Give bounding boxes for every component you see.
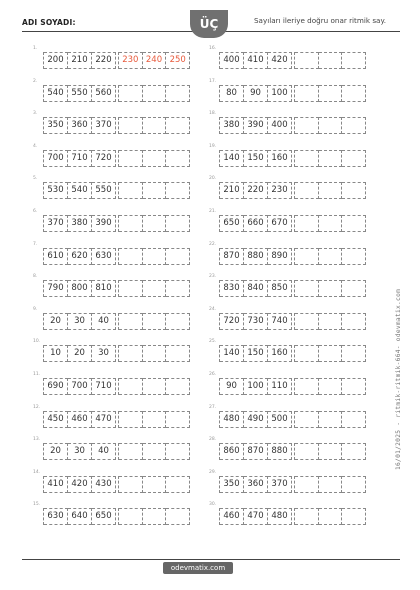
number-box: 850 <box>268 280 292 297</box>
given-numbers-group <box>219 150 294 167</box>
answer-box[interactable] <box>295 85 319 102</box>
answer-boxes-group <box>294 52 366 69</box>
answer-box[interactable] <box>295 508 319 525</box>
given-numbers-group <box>219 345 294 362</box>
answer-box[interactable] <box>143 150 167 167</box>
number-box: 30 <box>68 313 92 330</box>
number-box: 710 <box>68 150 92 167</box>
answer-boxes-group <box>118 508 190 525</box>
instruction-text: Sayıları ileriye doğru onar ritmik say. <box>254 16 386 25</box>
number-box: 40 <box>92 313 116 330</box>
given-numbers-group <box>43 345 118 362</box>
answer-boxes-group <box>118 150 190 167</box>
answer-box[interactable] <box>319 150 343 167</box>
answer-box[interactable]: 250 <box>166 52 190 69</box>
answer-box[interactable] <box>342 476 366 493</box>
answer-box[interactable] <box>295 248 319 265</box>
number-box: 30 <box>68 443 92 460</box>
given-numbers-group <box>43 248 118 265</box>
number-box: 880 <box>268 443 292 460</box>
number-box: 560 <box>92 85 116 102</box>
number-box: 210 <box>220 182 244 199</box>
number-box: 450 <box>44 411 68 428</box>
number-box: 370 <box>268 476 292 493</box>
answer-boxes-group <box>294 443 366 460</box>
number-box: 20 <box>44 443 68 460</box>
number-box: 470 <box>92 411 116 428</box>
answer-boxes-group <box>118 248 190 265</box>
number-box: 480 <box>268 508 292 525</box>
number-box: 360 <box>244 476 268 493</box>
answer-box[interactable] <box>119 411 143 428</box>
number-box: 350 <box>44 117 68 134</box>
answer-box[interactable] <box>319 378 343 395</box>
exercise-number: 29. <box>209 469 217 475</box>
given-numbers-group <box>43 150 118 167</box>
answer-boxes-group <box>118 182 190 199</box>
number-box: 700 <box>68 378 92 395</box>
number-box: 100 <box>268 85 292 102</box>
answer-box[interactable] <box>119 378 143 395</box>
number-box: 740 <box>268 313 292 330</box>
worksheet-title: ÜÇ <box>190 10 228 38</box>
given-numbers-group <box>219 85 294 102</box>
number-box: 550 <box>92 182 116 199</box>
exercise-number: 8. <box>33 274 38 280</box>
number-box: 550 <box>68 85 92 102</box>
answer-boxes-group <box>294 85 366 102</box>
number-box: 720 <box>92 150 116 167</box>
exercise-number: 20. <box>209 176 217 182</box>
answer-boxes-group <box>118 215 190 232</box>
answer-box[interactable] <box>119 117 143 134</box>
answer-box[interactable] <box>119 345 143 362</box>
answer-boxes-group <box>294 117 366 134</box>
number-box: 400 <box>220 52 244 69</box>
exercise-number: 13. <box>33 437 41 443</box>
number-box: 380 <box>68 215 92 232</box>
answer-boxes-group <box>294 476 366 493</box>
number-box: 370 <box>92 117 116 134</box>
answer-boxes-group <box>118 345 190 362</box>
number-box: 540 <box>68 182 92 199</box>
number-box: 140 <box>220 150 244 167</box>
answer-box[interactable] <box>143 378 167 395</box>
number-box: 890 <box>268 248 292 265</box>
answer-box[interactable] <box>342 248 366 265</box>
number-box: 460 <box>68 411 92 428</box>
answer-box[interactable] <box>143 215 167 232</box>
number-box: 220 <box>92 52 116 69</box>
number-box: 140 <box>220 345 244 362</box>
number-box: 220 <box>244 182 268 199</box>
number-box: 640 <box>68 508 92 525</box>
number-box: 470 <box>244 508 268 525</box>
answer-boxes-group <box>118 280 190 297</box>
given-numbers-group <box>219 378 294 395</box>
answer-box[interactable] <box>166 117 190 134</box>
number-box: 230 <box>268 182 292 199</box>
answer-boxes-group <box>294 508 366 525</box>
footer-site-badge: odevmatix.com <box>163 562 233 574</box>
exercise-number: 19. <box>209 143 217 149</box>
answer-box[interactable] <box>143 85 167 102</box>
answer-box[interactable] <box>166 443 190 460</box>
number-box: 30 <box>92 345 116 362</box>
given-numbers-group <box>219 443 294 460</box>
number-box: 650 <box>220 215 244 232</box>
answer-box[interactable]: 230 <box>119 52 143 69</box>
exercise-number: 27. <box>209 404 217 410</box>
number-box: 530 <box>44 182 68 199</box>
number-box: 730 <box>244 313 268 330</box>
exercise-number: 18. <box>209 111 217 117</box>
number-box: 110 <box>268 378 292 395</box>
number-box: 200 <box>44 52 68 69</box>
exercise-number: 26. <box>209 372 217 377</box>
answer-box[interactable] <box>342 411 366 428</box>
number-box: 480 <box>220 411 244 428</box>
number-box: 410 <box>244 52 268 69</box>
number-box: 10 <box>44 345 68 362</box>
exercise-number: 5. <box>33 176 38 182</box>
exercise-number: 12. <box>33 404 41 410</box>
exercise-number: 3. <box>33 111 38 117</box>
answer-box[interactable] <box>119 476 143 493</box>
number-box: 80 <box>220 85 244 102</box>
answer-boxes-group <box>294 313 366 330</box>
answer-boxes-group <box>294 345 366 362</box>
number-box: 710 <box>92 378 116 395</box>
answer-box[interactable] <box>342 52 366 69</box>
answer-box[interactable] <box>319 443 343 460</box>
answer-box[interactable] <box>166 280 190 297</box>
answer-box[interactable] <box>119 248 143 265</box>
number-box: 630 <box>44 508 68 525</box>
side-watermark-text: 16/01/2025 - ritmik-ritmik-664- odevmatix.com <box>395 288 402 470</box>
answer-box[interactable] <box>166 476 190 493</box>
worksheet-header <box>22 10 400 36</box>
answer-box[interactable] <box>119 280 143 297</box>
answer-box[interactable] <box>119 443 143 460</box>
answer-box[interactable] <box>295 150 319 167</box>
answer-box[interactable] <box>295 476 319 493</box>
answer-box[interactable] <box>319 117 343 134</box>
given-numbers-group <box>219 182 294 199</box>
answer-boxes-group <box>294 182 366 199</box>
answer-boxes-group <box>294 248 366 265</box>
answer-box[interactable] <box>319 345 343 362</box>
answer-boxes-group <box>118 52 190 69</box>
given-numbers-group <box>219 117 294 134</box>
number-box: 90 <box>244 85 268 102</box>
answer-box[interactable] <box>342 182 366 199</box>
answer-box[interactable] <box>295 443 319 460</box>
answer-box[interactable] <box>119 182 143 199</box>
answer-box[interactable] <box>166 313 190 330</box>
answer-box[interactable] <box>295 52 319 69</box>
answer-box[interactable] <box>119 215 143 232</box>
answer-box[interactable] <box>319 280 343 297</box>
number-box: 540 <box>44 85 68 102</box>
answer-box[interactable] <box>166 182 190 199</box>
footer-rule <box>22 559 400 560</box>
number-box: 670 <box>268 215 292 232</box>
number-box: 420 <box>68 476 92 493</box>
given-numbers-group <box>43 443 118 460</box>
answer-box[interactable] <box>143 313 167 330</box>
number-box: 700 <box>44 150 68 167</box>
given-numbers-group <box>219 411 294 428</box>
answer-box[interactable] <box>319 248 343 265</box>
answer-boxes-group <box>118 476 190 493</box>
answer-boxes-group <box>118 313 190 330</box>
answer-box[interactable] <box>166 378 190 395</box>
answer-box[interactable] <box>319 508 343 525</box>
answer-box[interactable] <box>166 85 190 102</box>
answer-box[interactable] <box>342 117 366 134</box>
exercise-number: 2. <box>33 78 38 84</box>
given-numbers-group <box>43 52 118 69</box>
answer-box[interactable] <box>119 508 143 525</box>
exercise-number: 9. <box>33 306 38 312</box>
answer-box[interactable] <box>119 85 143 102</box>
number-box: 90 <box>220 378 244 395</box>
answer-box[interactable] <box>166 248 190 265</box>
answer-box[interactable] <box>342 280 366 297</box>
answer-box[interactable] <box>295 345 319 362</box>
exercise-number: 7. <box>33 241 38 247</box>
name-label: ADI SOYADI: <box>22 18 76 27</box>
answer-box[interactable] <box>295 411 319 428</box>
number-box: 490 <box>244 411 268 428</box>
answer-box[interactable]: 240 <box>143 52 167 69</box>
answer-box[interactable] <box>166 411 190 428</box>
answer-box[interactable] <box>119 150 143 167</box>
given-numbers-group <box>43 280 118 297</box>
answer-box[interactable] <box>143 280 167 297</box>
number-box: 410 <box>44 476 68 493</box>
number-box: 620 <box>68 248 92 265</box>
number-box: 360 <box>68 117 92 134</box>
number-box: 880 <box>244 248 268 265</box>
answer-box[interactable] <box>166 345 190 362</box>
exercise-number: 22. <box>209 241 217 247</box>
answer-box[interactable] <box>342 215 366 232</box>
given-numbers-group <box>43 182 118 199</box>
answer-box[interactable] <box>143 476 167 493</box>
answer-box[interactable] <box>319 52 343 69</box>
exercise-number: 30. <box>209 502 217 508</box>
answer-box[interactable] <box>342 508 366 525</box>
answer-box[interactable] <box>319 313 343 330</box>
number-box: 20 <box>68 345 92 362</box>
given-numbers-group <box>219 215 294 232</box>
answer-box[interactable] <box>143 248 167 265</box>
number-box: 160 <box>268 345 292 362</box>
exercise-number: 25. <box>209 339 217 345</box>
number-box: 20 <box>44 313 68 330</box>
answer-box[interactable] <box>143 411 167 428</box>
number-box: 390 <box>244 117 268 134</box>
number-box: 40 <box>92 443 116 460</box>
number-box: 650 <box>92 508 116 525</box>
number-box: 210 <box>68 52 92 69</box>
answer-box[interactable] <box>295 313 319 330</box>
given-numbers-group <box>219 248 294 265</box>
answer-box[interactable] <box>342 345 366 362</box>
number-box: 400 <box>268 117 292 134</box>
given-numbers-group <box>219 313 294 330</box>
exercise-number: 17. <box>209 78 217 84</box>
answer-boxes-group <box>118 411 190 428</box>
number-box: 830 <box>220 280 244 297</box>
answer-box[interactable] <box>342 150 366 167</box>
exercise-number: 23. <box>209 274 217 280</box>
answer-boxes-group <box>294 378 366 395</box>
exercise-number: 16. <box>209 46 217 51</box>
number-box: 150 <box>244 345 268 362</box>
number-box: 860 <box>220 443 244 460</box>
number-box: 390 <box>92 215 116 232</box>
exercise-number: 28. <box>209 437 217 443</box>
answer-box[interactable] <box>166 508 190 525</box>
answer-box[interactable] <box>166 215 190 232</box>
side-watermark <box>393 180 405 470</box>
answer-box[interactable] <box>319 411 343 428</box>
given-numbers-group <box>43 411 118 428</box>
exercise-number: 1. <box>33 46 38 51</box>
given-numbers-group <box>43 117 118 134</box>
answer-boxes-group <box>294 280 366 297</box>
number-box: 430 <box>92 476 116 493</box>
number-box: 720 <box>220 313 244 330</box>
number-box: 160 <box>268 150 292 167</box>
number-box: 870 <box>220 248 244 265</box>
answer-box[interactable] <box>143 345 167 362</box>
exercise-number: 6. <box>33 209 38 214</box>
answer-box[interactable] <box>319 215 343 232</box>
exercise-number: 11. <box>33 372 41 377</box>
number-box: 610 <box>44 248 68 265</box>
number-box: 630 <box>92 248 116 265</box>
given-numbers-group <box>43 313 118 330</box>
number-box: 790 <box>44 280 68 297</box>
answer-box[interactable] <box>143 182 167 199</box>
given-numbers-group <box>219 508 294 525</box>
number-box: 500 <box>268 411 292 428</box>
given-numbers-group <box>43 215 118 232</box>
answer-boxes-group <box>118 378 190 395</box>
answer-box[interactable] <box>295 182 319 199</box>
answer-box[interactable] <box>166 150 190 167</box>
answer-box[interactable] <box>342 378 366 395</box>
number-box: 660 <box>244 215 268 232</box>
given-numbers-group <box>43 508 118 525</box>
answer-box[interactable] <box>295 378 319 395</box>
number-box: 690 <box>44 378 68 395</box>
exercise-number: 10. <box>33 339 41 345</box>
answer-box[interactable] <box>295 280 319 297</box>
number-box: 800 <box>68 280 92 297</box>
answer-box[interactable] <box>319 476 343 493</box>
answer-boxes-group <box>118 443 190 460</box>
answer-box[interactable] <box>319 182 343 199</box>
answer-boxes-group <box>118 85 190 102</box>
answer-box[interactable] <box>342 85 366 102</box>
given-numbers-group <box>43 85 118 102</box>
answer-box[interactable] <box>342 313 366 330</box>
given-numbers-group <box>43 476 118 493</box>
answer-box[interactable] <box>119 313 143 330</box>
exercise-number: 4. <box>33 143 38 149</box>
number-box: 810 <box>92 280 116 297</box>
number-box: 380 <box>220 117 244 134</box>
given-numbers-group <box>219 280 294 297</box>
exercise-number: 21. <box>209 209 217 214</box>
given-numbers-group <box>219 476 294 493</box>
answer-box[interactable] <box>143 508 167 525</box>
answer-box[interactable] <box>143 117 167 134</box>
answer-boxes-group <box>294 215 366 232</box>
number-box: 150 <box>244 150 268 167</box>
number-box: 350 <box>220 476 244 493</box>
answer-box[interactable] <box>295 215 319 232</box>
answer-box[interactable] <box>342 443 366 460</box>
answer-boxes-group <box>294 150 366 167</box>
number-box: 460 <box>220 508 244 525</box>
exercise-number: 24. <box>209 306 217 312</box>
number-box: 840 <box>244 280 268 297</box>
number-box: 370 <box>44 215 68 232</box>
exercise-number: 14. <box>33 469 41 475</box>
number-box: 100 <box>244 378 268 395</box>
answer-box[interactable] <box>295 117 319 134</box>
given-numbers-group <box>219 52 294 69</box>
number-box: 420 <box>268 52 292 69</box>
answer-box[interactable] <box>319 85 343 102</box>
given-numbers-group <box>43 378 118 395</box>
answer-box[interactable] <box>143 443 167 460</box>
number-box: 870 <box>244 443 268 460</box>
exercise-number: 15. <box>33 502 41 508</box>
answer-boxes-group <box>294 411 366 428</box>
answer-boxes-group <box>118 117 190 134</box>
